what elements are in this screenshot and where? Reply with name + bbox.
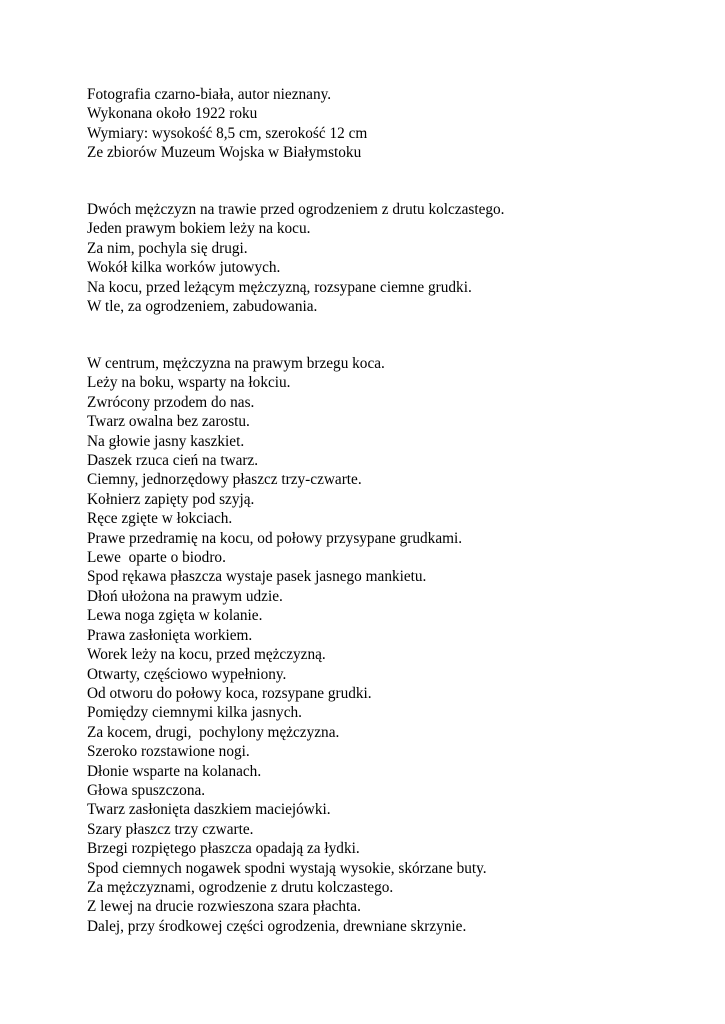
description-line: Szary płaszcz trzy czwarte. <box>87 820 254 838</box>
description-line: Ciemny, jednorzędowy płaszcz trzy-czwarte. <box>87 471 362 489</box>
summary-line: Jeden prawym bokiem leży na kocu. <box>87 220 311 238</box>
summary-line: Na kocu, przed leżącym mężczyzną, rozsypane ciemne grudki. <box>87 278 472 296</box>
metadata-line: Wykonana około 1922 roku <box>87 105 258 123</box>
description-line: Dalej, przy środkowej części ogrodzenia, drewniane skrzynie. <box>87 917 467 935</box>
description-line: Na głowie jasny kaszkiet. <box>87 432 245 450</box>
description-line: Z lewej na drucie rozwieszona szara płachta. <box>87 898 361 916</box>
description-line: Otwarty, częściowo wypełniony. <box>87 665 287 683</box>
description-line: Lewa noga zgięta w kolanie. <box>87 607 263 625</box>
description-line: W centrum, mężczyzna na prawym brzegu koca. <box>87 355 385 372</box>
description-line: Brzegi rozpiętego płaszcza opadają za łydki. <box>87 840 360 858</box>
description-line: Od otworu do połowy koca, rozsypane grudki. <box>87 684 372 702</box>
description-line: Twarz zasłonięta daszkiem maciejówki. <box>87 801 331 819</box>
description-line: Prawe przedramię na kocu, od połowy przysypane grudkami. <box>87 529 463 547</box>
description-line: Daszek rzuca cień na twarz. <box>87 452 259 470</box>
description-line: Ręce zgięte w łokciach. <box>87 510 233 528</box>
metadata-paragraph <box>87 85 367 163</box>
description-line: Twarz owalna bez zarostu. <box>87 413 250 431</box>
metadata-line: Fotografia czarno-biała, autor nieznany. <box>87 86 332 103</box>
description-line: Zwrócony przodem do nas. <box>87 393 255 411</box>
description-line: Pomiędzy ciemnymi kilka jasnych. <box>87 704 302 722</box>
description-line: Dłoń ułożona na prawym udzie. <box>87 587 283 605</box>
summary-paragraph <box>87 200 505 316</box>
description-line: Leży na boku, wsparty na łokciu. <box>87 374 291 392</box>
description-line: Głowa spuszczona. <box>87 781 206 799</box>
description-line: Prawa zasłonięta workiem. <box>87 626 253 644</box>
description-paragraph <box>87 354 487 936</box>
description-line: Szeroko rozstawione nogi. <box>87 743 250 761</box>
description-line: Spod ciemnych nogawek spodni wystają wysokie, skórzane buty. <box>87 859 487 877</box>
metadata-line: Ze zbiorów Muzeum Wojska w Białymstoku <box>87 144 362 162</box>
description-line: Za kocem, drugi, pochylony mężczyzna. <box>87 723 340 741</box>
description-line: Dłonie wsparte na kolanach. <box>87 762 262 780</box>
summary-line: Dwóch mężczyzn na trawie przed ogrodzeniem z drutu kolczastego. <box>87 201 505 218</box>
description-line: Spod rękawa płaszcza wystaje pasek jasnego mankietu. <box>87 568 427 586</box>
description-line: Worek leży na kocu, przed mężczyzną. <box>87 646 326 664</box>
description-line: Lewe oparte o biodro. <box>87 549 226 567</box>
summary-line: Za nim, pochyla się drugi. <box>87 239 248 257</box>
description-line: Za mężczyznami, ogrodzenie z drutu kolczastego. <box>87 878 394 896</box>
metadata-line: Wymiary: wysokość 8,5 cm, szerokość 12 cm <box>87 124 368 142</box>
summary-line: Wokół kilka worków jutowych. <box>87 259 281 277</box>
summary-line: W tle, za ogrodzeniem, zabudowania. <box>87 298 318 316</box>
description-line: Kołnierz zapięty pod szyją. <box>87 490 255 508</box>
